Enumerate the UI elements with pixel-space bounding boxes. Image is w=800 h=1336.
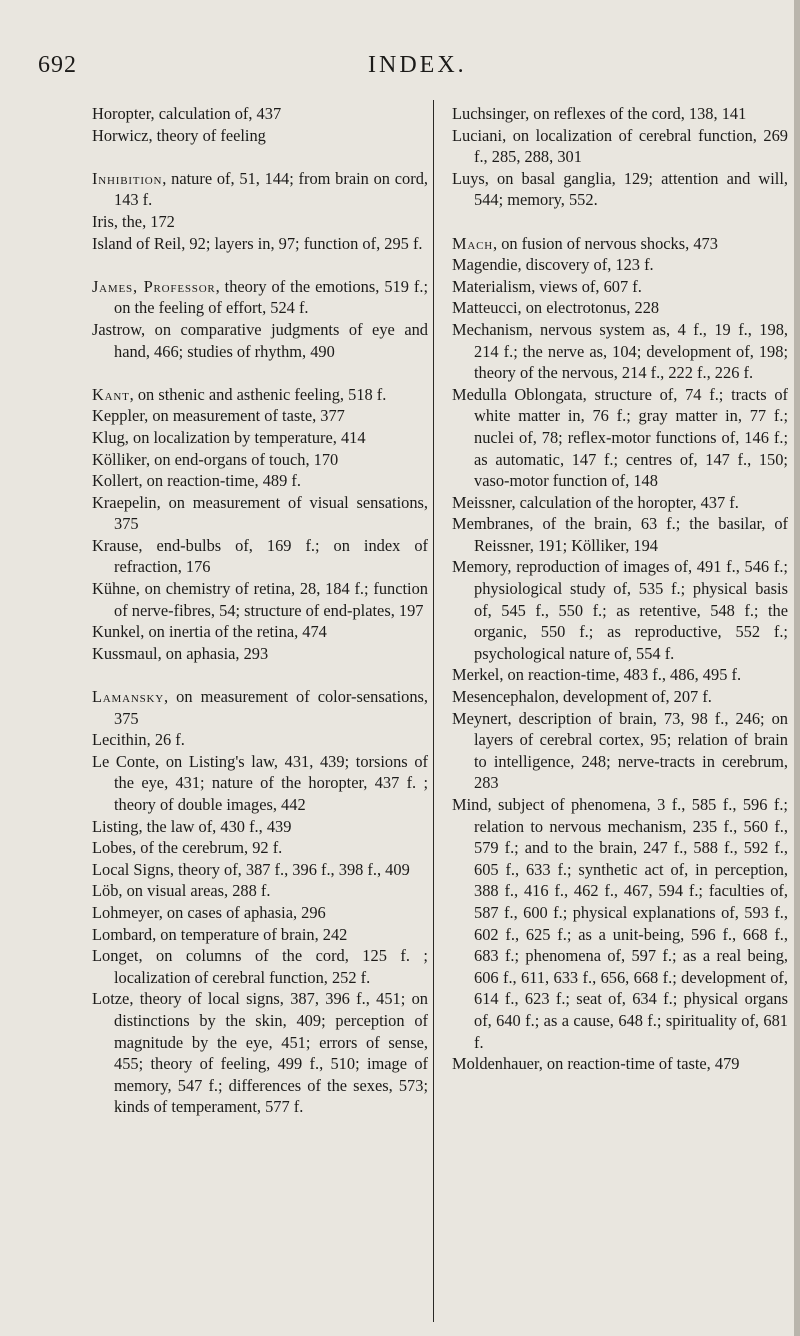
index-entry bbox=[92, 276, 428, 319]
index-entry bbox=[452, 276, 788, 298]
index-entry-text: , on basal ganglia, 129; attention and will, 544; memory, 552. bbox=[474, 168, 788, 210]
index-entry-text: , 26 f. bbox=[146, 730, 185, 750]
index-entry bbox=[92, 384, 428, 406]
index-entry-head: Iris bbox=[92, 211, 114, 231]
index-entry-text: , on cases of aphasia, 296 bbox=[158, 902, 326, 922]
index-entry-head: Kraepelin bbox=[92, 492, 157, 512]
index-entry-text: , on electrotonus, 228 bbox=[517, 298, 660, 318]
index-entry-text: , on inertia of the retina, 474 bbox=[140, 622, 327, 642]
index-entry-head: Medulla Oblongata bbox=[452, 384, 583, 404]
index-entry-text: , calculation of, 437 bbox=[150, 104, 282, 123]
index-entry-head: Kussmaul bbox=[92, 643, 158, 663]
index-entry bbox=[452, 1053, 788, 1075]
index-entry bbox=[92, 880, 428, 902]
index-entry-text: , theory of, 387 f., 396 f., 398 f., 409 bbox=[169, 859, 410, 879]
index-entry bbox=[92, 643, 428, 665]
index-entry-head: Le Conte bbox=[92, 751, 156, 771]
page-edge-shadow bbox=[794, 0, 800, 1336]
index-entry-head: Lobes bbox=[92, 838, 133, 858]
index-entry-text: , on end-organs of touch, 170 bbox=[145, 449, 339, 469]
index-entry bbox=[452, 384, 788, 492]
index-entry-head: Keppler bbox=[92, 406, 145, 426]
index-entry bbox=[452, 168, 788, 211]
index-entry bbox=[92, 837, 428, 859]
index-entry bbox=[452, 254, 788, 276]
index-entry-head: Longet bbox=[92, 946, 139, 966]
index-entry-text: , description of brain, 73, 98 f., 246; on layers of cerebral cortex, 95; relation of brain to intelligence, 248; nerve-tracts in cerebrum, 283 bbox=[474, 708, 788, 793]
index-entry-text: , of the cerebrum, 92 f. bbox=[132, 838, 283, 858]
index-entry bbox=[92, 233, 428, 255]
index-entry-head: Horwicz bbox=[92, 125, 149, 145]
column-divider bbox=[433, 100, 434, 1322]
index-entry bbox=[452, 319, 788, 384]
index-entry bbox=[92, 211, 428, 233]
index-entry-text: , development of, 207 f. bbox=[554, 687, 712, 707]
index-entry bbox=[452, 297, 788, 319]
index-entry-text: , nervous system as, 4 f., 19 f., 198, 214 f.; the nerve as, 104; development of, 198; theory of the nervous, 214 f., 222 f., 226 f. bbox=[474, 319, 788, 383]
index-entry-head: Lohmeyer bbox=[92, 902, 159, 922]
index-entry bbox=[92, 535, 428, 578]
index-entry bbox=[92, 902, 428, 924]
index-entry bbox=[92, 751, 428, 816]
index-entry-text: , on measurement of visual sensations, 375 bbox=[114, 492, 428, 534]
index-entry-text: , on reaction-time of taste, 479 bbox=[538, 1054, 740, 1074]
index-entry bbox=[452, 492, 788, 514]
index-entry-head: Klug bbox=[92, 427, 125, 447]
index-column-left bbox=[92, 103, 428, 1118]
index-entry-text: , discovery of, 123 f. bbox=[517, 255, 654, 275]
index-entry-head: Lombard bbox=[92, 924, 153, 944]
index-entry bbox=[452, 708, 788, 794]
index-entry-text: , on measurement of taste, 377 bbox=[144, 406, 345, 426]
index-entry-head: Kant bbox=[92, 384, 130, 404]
index-entry bbox=[452, 794, 788, 1053]
index-entry bbox=[452, 233, 788, 255]
index-entry-text: , structure of, 74 f.; tracts of white matter in, 76 f.; gray matter in, 77 f.; nuclei of, 78; reflex-motor functions of, 146 f.; as automatic, 147 f.; centres of, 147 f., 150; vaso-motor function of, 148 bbox=[474, 384, 788, 491]
index-entry-head: Local Signs bbox=[92, 859, 170, 879]
index-entry bbox=[92, 924, 428, 946]
index-entry-head: Lamansky bbox=[92, 687, 165, 707]
index-entry-text: , on chemistry of retina, 28, 184 f.; function of nerve-fibres, 54; structure of end-plates, 197 bbox=[114, 579, 428, 620]
index-entry-text: , calculation of the horopter, 437 f. bbox=[511, 492, 739, 512]
index-entry-head: James, Professor bbox=[92, 276, 216, 296]
index-entry-head: Lotze bbox=[92, 989, 130, 1009]
index-entry-text: , reproduction of images of, 491 f., 546 f.; physiological study of, 535 f.; physical basis of, 545 f., 550 f.; as retentive, 548 f.; the organic, 550 f.; as reproductive, 552 f.; psychological nature of, 554 f. bbox=[474, 557, 788, 663]
index-entry-text: , of the brain, 63 f.; the basilar, of Reissner, 191; Kölliker, 194 bbox=[474, 514, 788, 555]
index-entry-text: , on localization of cerebral function, 269 f., 285, 288, 301 bbox=[474, 125, 788, 167]
index-entry bbox=[452, 556, 788, 664]
index-entry-head: Mesencephalon bbox=[452, 687, 555, 707]
index-entry-head: Materialism bbox=[452, 276, 532, 296]
index-entry-text: , on Listing's law, 431, 439; torsions of the eye, 431; nature of the horopter, 437 f. ; theory of double images, 442 bbox=[114, 751, 428, 814]
index-entry bbox=[92, 578, 428, 621]
index-entry-head: Matteucci bbox=[452, 298, 518, 318]
index-entry-text: , on columns of the cord, 125 f. ; localization of cerebral function, 252 f. bbox=[114, 946, 428, 987]
index-entry-text: , views of, 607 f. bbox=[531, 276, 642, 296]
index-entry-head: Luys bbox=[452, 168, 485, 188]
index-entry bbox=[92, 492, 428, 535]
index-entry-head: Memory bbox=[452, 557, 508, 577]
index-entry-text: , theory of feeling bbox=[148, 125, 266, 145]
index-entry bbox=[92, 125, 428, 147]
index-entry-head: Listing bbox=[92, 816, 139, 836]
index-entry-text: , on localization by temperature, 414 bbox=[124, 427, 366, 447]
index-entry bbox=[92, 405, 428, 427]
index-entry bbox=[92, 103, 428, 125]
index-entry-head: Magendie bbox=[452, 255, 518, 275]
index-entry-head: Membranes bbox=[452, 514, 530, 534]
index-entry-head: Meynert bbox=[452, 708, 508, 728]
index-entry-text: , on aphasia, 293 bbox=[157, 643, 269, 663]
index-entry-text: , on reflexes of the cord, 138, 141 bbox=[525, 104, 747, 123]
index-entry bbox=[92, 427, 428, 449]
index-entry-head: Mechanism bbox=[452, 319, 529, 339]
index-entry bbox=[92, 621, 428, 643]
index-entry-head: Löb bbox=[92, 881, 119, 901]
index-entry-text: , nature of, 51, 144; from brain on cord, 143 f. bbox=[114, 168, 428, 210]
index-entry-text: , theory of the emotions, 519 f.; on the feeling of effort, 524 f. bbox=[114, 276, 429, 318]
index-entry bbox=[452, 125, 788, 168]
index-entry bbox=[92, 945, 428, 988]
index-entry-head: Luchsinger bbox=[452, 104, 526, 123]
index-entry-head: Mach bbox=[452, 233, 493, 253]
index-column-right bbox=[452, 103, 788, 1075]
index-entry-head: Kühne bbox=[92, 579, 136, 599]
index-entry-head: Kunkel bbox=[92, 622, 141, 642]
index-entry-text: , on comparative judgments of eye and hand, 466; studies of rhythm, 490 bbox=[114, 319, 428, 361]
index-entry-head: Mind bbox=[452, 795, 488, 814]
index-entry bbox=[452, 513, 788, 556]
index-entry bbox=[92, 988, 428, 1118]
index-entry-text: , end-bulbs of, 169 f.; on index of refraction, 176 bbox=[114, 535, 428, 577]
index-entry-text: , theory of local signs, 387, 396 f., 451; on distinctions by the skin, 409; perception of magnitude by the eye, 451; errors of sense, 455; theory of feeling, 499 f., 510; image of memory, 547 f.; differences of the sexes, 573; kinds of temperament, 577 f. bbox=[114, 989, 428, 1117]
index-entry-text: , subject of phenomena, 3 f., 585 f., 596 f.; relation to nervous mechanism, 235 f., 560 f., 579 f.; and to the brain, 247 f., 588 f., 592 f., 605 f., 633 f.; synthetic act of, in perception, 388 f., 416 f., 462 f., 467, 594 f.; faculties of, 587 f., 600 f.; physical explanations of, 593 f., 602 f., 625 f.; as a unit-being, 596 f., 668 f., 683 f.; phenomena of, 597 f.; as a real being, 606 f., 611, 633 f., 656, 668 f.; development of, 614 f., 623 f.; seat of, 634 f.; physical organs of, 640 f.; as a cause, 648 f.; spirituality of, 681 f. bbox=[474, 795, 788, 1052]
index-entry bbox=[92, 470, 428, 492]
index-entry bbox=[92, 729, 428, 751]
index-entry-text: , on sthenic and asthenic feeling, 518 f. bbox=[129, 384, 387, 404]
index-entry-text: , on visual areas, 288 f. bbox=[118, 881, 271, 901]
index-entry-head: Kollert bbox=[92, 471, 139, 491]
index-entry-head: Lecithin bbox=[92, 730, 147, 750]
index-entry-text: , the, 172 bbox=[113, 211, 175, 231]
index-entry bbox=[92, 816, 428, 838]
index-entry bbox=[92, 859, 428, 881]
index-entry bbox=[452, 103, 788, 125]
index-entry bbox=[92, 168, 428, 211]
page-number: 692 bbox=[38, 52, 77, 78]
index-entry-text: , the law of, 430 f., 439 bbox=[138, 816, 292, 836]
index-entry bbox=[452, 686, 788, 708]
index-entry-text: , on reaction-time, 483 f., 486, 495 f. bbox=[499, 665, 742, 685]
index-entry-head: Luciani bbox=[452, 125, 503, 145]
index-entry-head: Island of Reil bbox=[92, 233, 182, 253]
index-entry-head: Horopter bbox=[92, 104, 151, 123]
index-entry bbox=[92, 686, 428, 729]
index-entry-head: Inhibition bbox=[92, 168, 163, 188]
running-head: INDEX. bbox=[368, 52, 467, 78]
index-entry-text: , on reaction-time, 489 f. bbox=[138, 471, 301, 491]
index-entry-text: , on measurement of color-sensations, 375 bbox=[114, 687, 428, 728]
index-entry bbox=[92, 319, 428, 362]
index-entry-head: Moldenhauer bbox=[452, 1054, 539, 1074]
index-entry-text: , 92; layers in, 97; function of, 295 f. bbox=[181, 233, 423, 253]
index-entry-head: Kölliker bbox=[92, 449, 146, 469]
index-entry-head: Jastrow bbox=[92, 319, 142, 339]
index-entry-head: Krause bbox=[92, 535, 139, 555]
index-entry-head: Meissner bbox=[452, 492, 512, 512]
index-entry-head: Merkel bbox=[452, 665, 500, 685]
index-entry-text: , on fusion of nervous shocks, 473 bbox=[493, 233, 718, 253]
index-entry bbox=[92, 449, 428, 471]
index-entry-text: , on temperature of brain, 242 bbox=[152, 924, 348, 944]
index-entry bbox=[452, 664, 788, 686]
